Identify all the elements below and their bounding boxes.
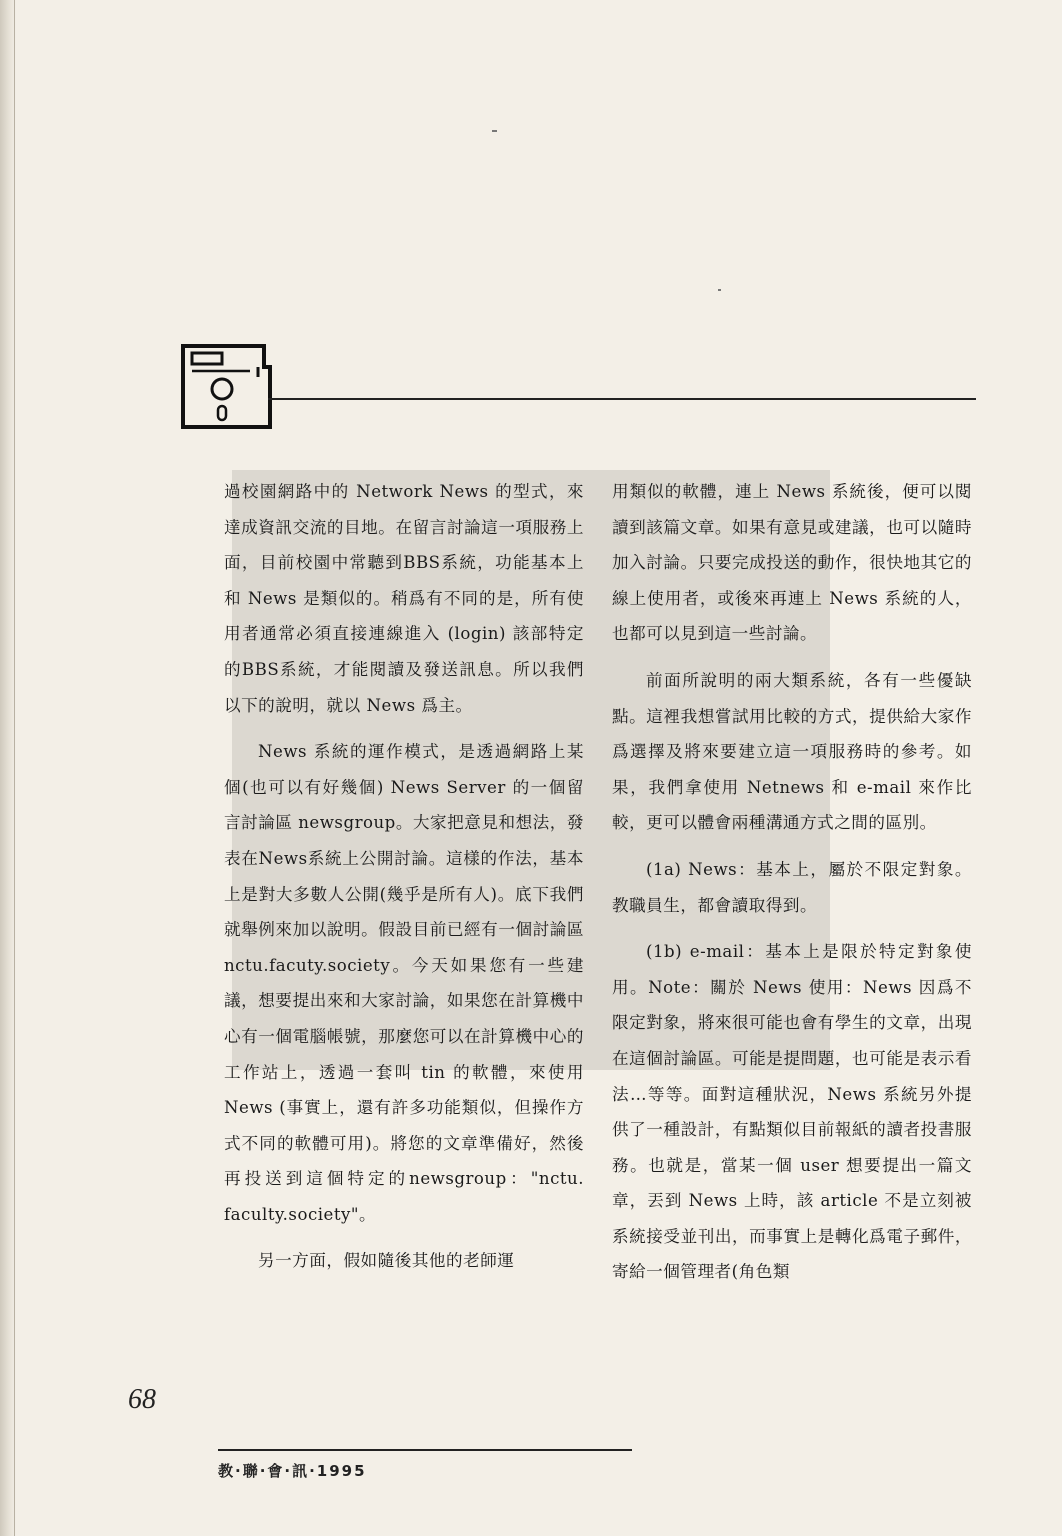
paragraph: 前面所說明的兩大類系統，各有一些優缺點。這裡我想嘗試用比較的方式，提供給大家作爲選擇及將來要建立這一項服務時的參考。如果，我們拿使用 Netnews 和 e-mail 來作比較，更可以體會兩種溝通方式之間的區別。 <box>612 670 972 833</box>
binding-edge <box>14 0 15 1536</box>
paragraph: 過校園網路中的 Network News 的型式，來達成資訊交流的目地。在留言討論這一項服務上面，目前校園中常聽到BBS系統，功能基本上和 News 是類似的。稍爲有不同的是，所有使用者通常必須直接連線進入 (login) 該部特定的BBS系統，才能閱讀及發送訊息。所以我們以下的說明，就以 News 爲主。 <box>224 482 584 715</box>
scan-speck <box>718 289 721 291</box>
paragraph: 另一方面，假如隨後其他的老師運 <box>258 1251 515 1271</box>
footer-publication: 教·聯·會·訊·1995 <box>218 1462 367 1480</box>
header-rule <box>268 398 976 400</box>
paragraph: (1a) News：基本上，屬於不限定對象。教職員生，都會讀取得到。 <box>612 859 972 915</box>
paragraph: News 系統的運作模式，是透過網路上某個(也可以有好幾個) News Server 的一個留言討論區 newsgroup。大家把意見和想法，發表在News系統上公開討論。這樣的作法，基本上是對大多數人公開(幾乎是所有人)。底下我們就舉例來加以說明。假設目前已經有一個討論區 nctu.facuty.society。今天如果您有一些建議，想要提出來和大家討論，如果您在計算機中心有一個電腦帳號，那麼您可以在計算機中心的工作站上，透過一套叫 tin 的軟體，來使用 News (事實上，還有許多功能類似，但操作方式不同的軟體可用)。將您的文章準備好，然後再投送到這個特定的newsgroup："nctu. faculty.society"。 <box>224 742 584 1224</box>
floppy-disk-icon <box>180 343 272 431</box>
left-column <box>224 474 584 1290</box>
page-number: 68 <box>128 1384 156 1415</box>
right-column <box>612 474 972 1301</box>
scan-speck <box>492 130 497 132</box>
paragraph: (1b) e-mail：基本上是限於特定對象使用。Note：關於 News 使用：News 因爲不限定對象，將來很可能也會有學生的文章，出現在這個討論區。可能是提問題，也可能是表示看法…等等。面對這種狀況，News 系統另外提供了一種設計，有點類似目前報紙的讀者投書服務。也就是，當某一個 user 想要提出一篇文章，丟到 News 上時，該 article 不是立刻被系統接受並刊出，而事實上是轉化爲電子郵件，寄給一個管理者(角色類 <box>612 942 972 1282</box>
footer-rule <box>218 1449 632 1451</box>
paragraph: 用類似的軟體，連上 News 系統後，便可以閱讀到該篇文章。如果有意見或建議，也可以隨時加入討論。只要完成投送的動作，很快地其它的線上使用者，或後來再連上 News 系統的人，也都可以見到這一些討論。 <box>612 482 972 644</box>
